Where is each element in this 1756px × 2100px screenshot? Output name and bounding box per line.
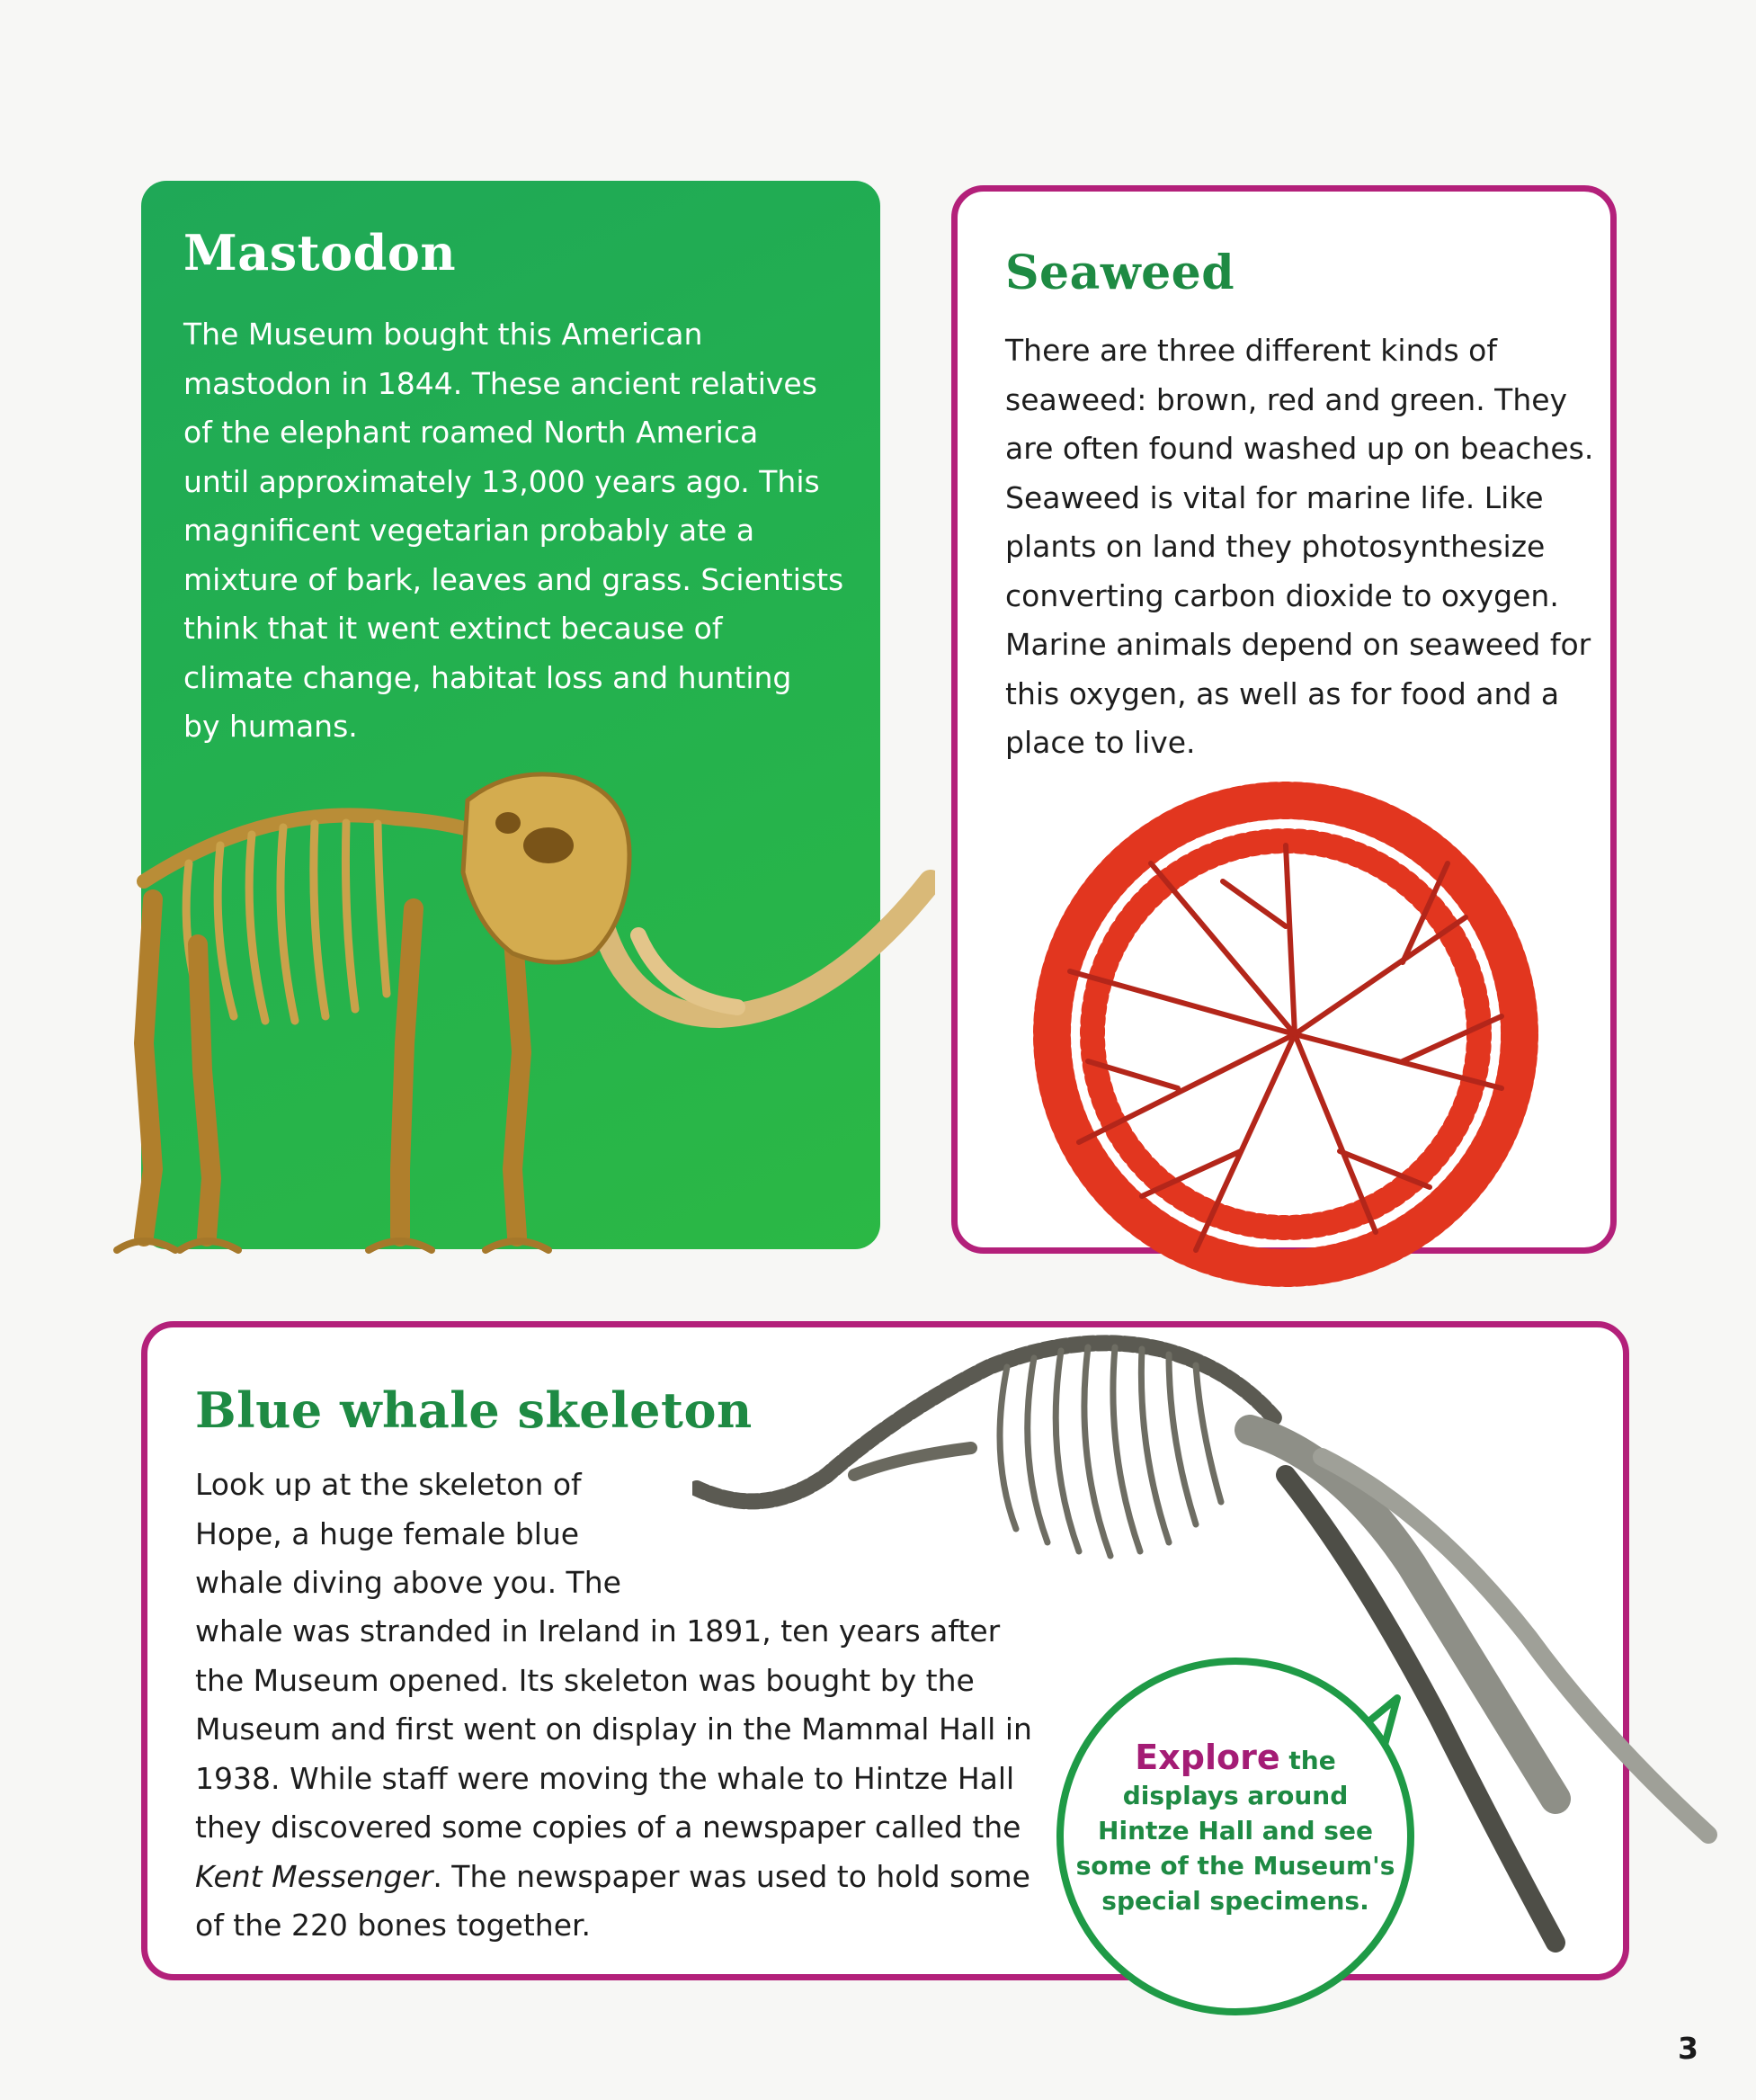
seaweed-line: place to live. bbox=[1005, 725, 1196, 760]
mastodon-line: climate change, habitat loss and hunting bbox=[183, 659, 792, 695]
mastodon-line: magnificent vegetarian probably ate a bbox=[183, 513, 755, 548]
blue-whale-line: Look up at the skeleton of bbox=[195, 1467, 582, 1502]
seaweed-line: this oxygen, as well as for food and a bbox=[1005, 675, 1560, 711]
seaweed-line: Seaweed is vital for marine life. Like bbox=[1005, 479, 1544, 515]
blue-whale-line: 1938. While staff were moving the whale to Hintze Hall bbox=[195, 1760, 1015, 1796]
mastodon-line: until approximately 13,000 years ago. This bbox=[183, 463, 820, 499]
callout-line: Hintze Hall and see bbox=[1098, 1816, 1373, 1845]
blue-whale-line: Museum and first went on display in the Mammal Hall in bbox=[195, 1711, 1032, 1747]
blue-whale-line: of the 220 bones together. bbox=[195, 1908, 592, 1943]
callout-line: special specimens. bbox=[1101, 1886, 1369, 1916]
explore-callout-text bbox=[1072, 1740, 1399, 1918]
seaweed-line: converting carbon dioxide to oxygen. bbox=[1005, 577, 1559, 613]
mastodon-description bbox=[183, 310, 844, 752]
page-number: 3 bbox=[1678, 2031, 1698, 2066]
mastodon-line: The Museum bought this American bbox=[183, 317, 703, 352]
explore-keyword: Explore bbox=[1135, 1738, 1280, 1777]
mastodon-title: Mastodon bbox=[183, 224, 457, 281]
blue-whale-title: Blue whale skeleton bbox=[195, 1381, 753, 1439]
mastodon-line: by humans. bbox=[183, 709, 358, 744]
seaweed-title: Seaweed bbox=[1005, 246, 1235, 300]
callout-line: displays around bbox=[1122, 1781, 1349, 1810]
newspaper-name: Kent Messenger bbox=[195, 1858, 433, 1894]
blue-whale-line: whale was stranded in Ireland in 1891, ten years after bbox=[195, 1613, 1001, 1649]
blue-whale-line: whale diving above you. The bbox=[195, 1565, 621, 1600]
seaweed-line: are often found washed up on beaches. bbox=[1005, 431, 1594, 466]
mastodon-skeleton-image bbox=[90, 746, 935, 1286]
mastodon-line: mixture of bark, leaves and grass. Scientists bbox=[183, 561, 844, 597]
mastodon-line: think that it went extinct because of bbox=[183, 611, 723, 646]
seaweed-description bbox=[1005, 326, 1599, 768]
seaweed-line: plants on land they photosynthesize bbox=[1005, 529, 1546, 564]
blue-whale-line: the Museum opened. Its skeleton was bought by the bbox=[195, 1662, 975, 1698]
blue-whale-line: Hope, a huge female blue bbox=[195, 1515, 580, 1551]
seaweed-line: There are three different kinds of bbox=[1005, 333, 1497, 368]
blue-whale-intro bbox=[195, 1461, 627, 1608]
seaweed-line: Marine animals depend on seaweed for bbox=[1005, 627, 1591, 662]
callout-line: the bbox=[1279, 1746, 1336, 1775]
callout-line: some of the Museum's bbox=[1075, 1851, 1395, 1881]
blue-whale-line: they discovered some copies of a newspaper called the bbox=[195, 1810, 1021, 1845]
mastodon-line: mastodon in 1844. These ancient relatives bbox=[183, 365, 817, 401]
red-seaweed-image bbox=[998, 764, 1573, 1304]
mastodon-line: of the elephant roamed North America bbox=[183, 415, 759, 450]
seaweed-line: seaweed: brown, red and green. They bbox=[1005, 381, 1568, 417]
blue-whale-line: . The newspaper was used to hold some bbox=[432, 1858, 1030, 1894]
